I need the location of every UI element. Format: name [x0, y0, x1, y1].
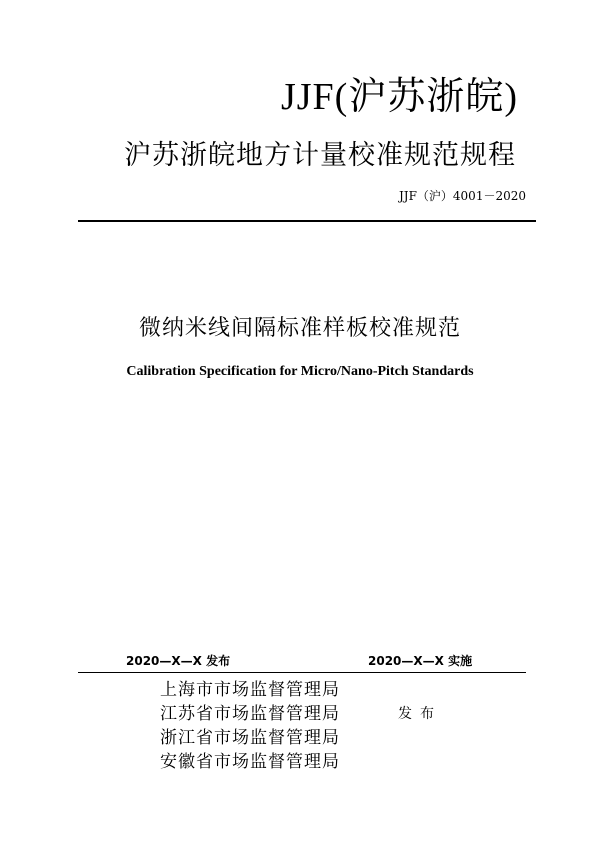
standard-brand: JJF(沪苏浙皖)	[280, 76, 518, 118]
authority-zhejiang: 浙江省市场监督管理局	[160, 728, 340, 748]
footer-divider	[78, 672, 526, 673]
header-divider	[78, 220, 536, 222]
implementation-date: 2020—X—X 实施	[368, 654, 473, 668]
authority-anhui: 安徽省市场监督管理局	[160, 752, 340, 772]
authority-shanghai: 上海市市场监督管理局	[160, 680, 340, 700]
document-title-chinese: 微纳米线间隔标准样板校准规范	[138, 316, 461, 341]
issuing-authorities	[160, 678, 340, 774]
authority-jiangsu: 江苏省市场监督管理局	[160, 704, 340, 724]
publish-label: 发布	[398, 706, 442, 722]
document-title-english: Calibration Specification for Micro/Nano-Pitch Standards	[126, 364, 474, 379]
standard-category: 沪苏浙皖地方计量校准规范规程	[124, 140, 516, 171]
issue-date: 2020—X—X 发布	[126, 654, 231, 668]
document-code: JJF（沪）4001－2020	[398, 189, 526, 203]
